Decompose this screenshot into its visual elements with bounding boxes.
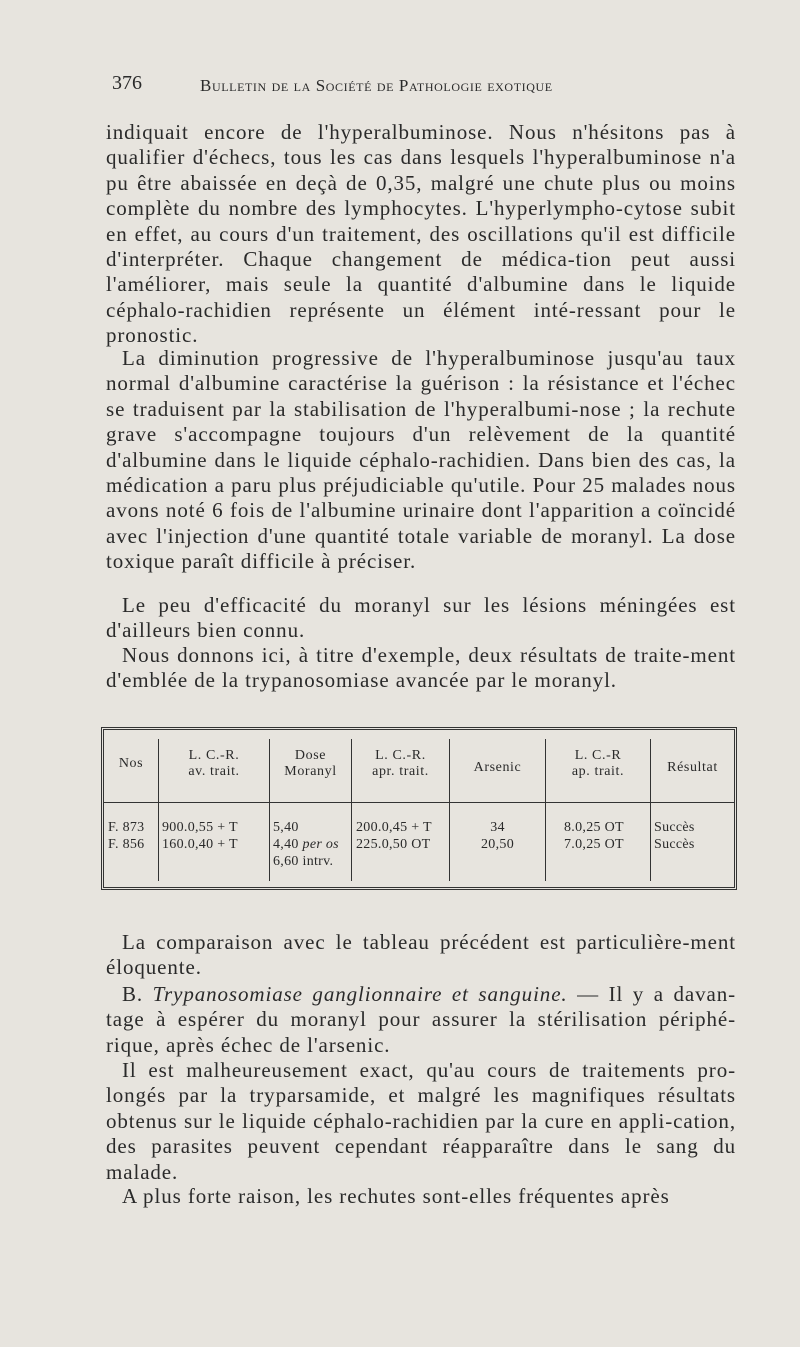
header-lcr-av — [159, 748, 269, 780]
cell-dose: 5,40 — [273, 820, 299, 835]
cell-lcr-av: 160.0,40 + T — [162, 837, 238, 852]
paragraph-2: La diminution progressive de l'hyperalbuminose jusqu'au taux normal d'albumine caractérise la guérison : la résistance et l'échec se traduisent par la stabilisation de l'hyperalbumi-nose ; la rechute grave s'accompagne toujours d'un relèvement de la quantité d'albumine dans le liquide céphalo-rachidien. Dans bien des cas, la médication a paru plus préjudiciable qu'utile. Pour 25 malades nous avons noté 6 fois de l'albumine urinaire dont l'apparition a coïncidé avec l'injection d'une quantité totale variable de moranyl. La dose toxique paraît difficile à préciser. — [106, 346, 736, 574]
cell-num: F. 873 — [108, 820, 145, 835]
paragraph-8: A plus forte raison, les rechutes sont-elles fréquentes après — [122, 1184, 670, 1208]
header-lcr-ap-line2: ap. trait. — [571, 764, 625, 779]
cell-dose-intrv: 6,60 intrv. — [273, 854, 334, 869]
paragraph-6 — [106, 982, 736, 1058]
cell-dose-value: 4,40 — [273, 837, 299, 852]
header-arsenic: Arsenic — [473, 760, 522, 775]
cell-dose — [273, 836, 339, 853]
cell-lcr-apr: 200.0,45 + T — [356, 820, 432, 835]
header-rule — [104, 802, 734, 803]
cell-arsenic: 20,50 — [481, 837, 514, 852]
header-dose — [270, 748, 351, 780]
paragraph-5: La comparaison avec le tableau précédent est particulière-ment éloquente. — [106, 930, 736, 980]
paragraph-3: Le peu d'efficacité du moranyl sur les lésions méningées est d'ailleurs bien connu. — [106, 593, 736, 643]
header-lcr-apr-line2: apr. trait. — [372, 764, 429, 779]
header-lcr-ap — [546, 748, 650, 780]
page-number: 376 — [112, 72, 142, 94]
running-header: Bulletin de la Société de Pathologie exotique — [200, 76, 553, 95]
header-lcr-ap-line1: L. C.-R — [574, 748, 622, 763]
cell-lcr-ap: 8.0,25 OT — [564, 820, 624, 835]
header-lcr-apr-line1: L. C.-R. — [375, 748, 426, 763]
cell-lcr-av: 900.0,55 + T — [162, 820, 238, 835]
paragraph-1: indiquait encore de l'hyperalbuminose. Nous n'hésitons pas à qualifier d'échecs, tous les cas dans lesquels l'hyperalbuminose n'a pu être abaissée en deçà de 0,35, malgré une chute plus ou moins complète du nombre des lymphocytes. L'hyperlympho-cytose subit en effet, au cours d'un traitement, des oscillations qu'il est difficile d'interpréter. Chaque changement de médica-tion peut aussi l'améliorer, mais seule la quantité d'albumine dans le liquide céphalo-rachidien représente un élément inté-ressant pour le pronostic. — [106, 120, 736, 348]
cell-resultat: Succès — [654, 837, 695, 852]
header-resultat: Résultat — [667, 760, 718, 775]
header-lcr-av-line2: av. trait. — [188, 764, 240, 779]
section-title: Trypanosomiase ganglionnaire et sanguine. — [152, 982, 568, 1006]
paragraph-7: Il est malheureusement exact, qu'au cours de traitements pro-longés par la tryparsamide, et malgré les magnifiques résultats obtenus sur le liquide céphalo-rachidien par la cure en appli-cation, des parasites peuvent cependant réapparaître dans le sang du malade. — [106, 1058, 736, 1184]
cell-lcr-apr: 225.0,50 OT — [356, 837, 431, 852]
section-letter: B. — [122, 982, 144, 1006]
cell-lcr-ap: 7.0,25 OT — [564, 837, 624, 852]
header-lcr-apr — [352, 748, 449, 780]
cell-num: F. 856 — [108, 837, 145, 852]
header-lcr-av-line1: L. C.-R. — [188, 748, 240, 763]
section-body: — Il y a davan-tage à espérer du moranyl pour assurer la stérilisation périphé-rique, après échec de l'arsenic. — [106, 982, 736, 1057]
cell-resultat: Succès — [654, 820, 695, 835]
header-num: Nos — [118, 756, 144, 771]
paragraph-4: Nous donnons ici, à titre d'exemple, deux résultats de traite-ment d'emblée de la trypanosomiase avancée par le moranyl. — [106, 643, 736, 693]
header-dose-line1: Dose — [294, 748, 327, 763]
results-table — [101, 727, 737, 890]
cell-dose-route: per os — [302, 837, 339, 852]
cell-arsenic: 34 — [490, 820, 505, 835]
header-dose-line2: Moranyl — [284, 764, 337, 779]
